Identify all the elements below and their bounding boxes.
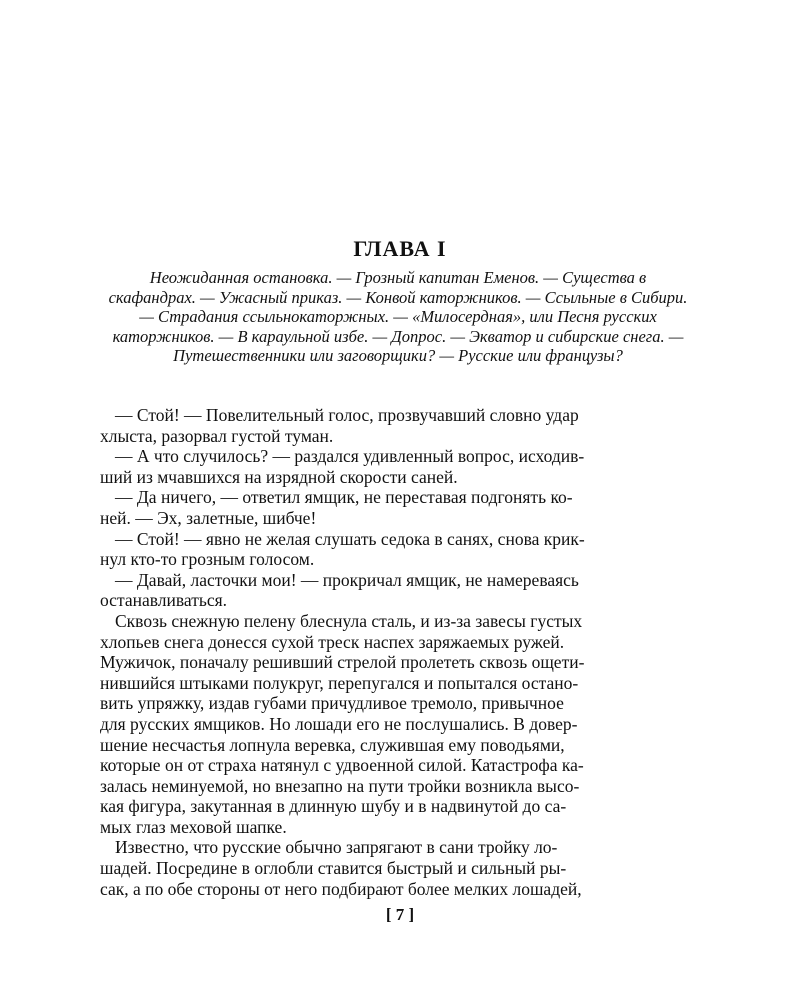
text-line: Мужичок, поначалу решивший стрелой пролететь сквозь ощети- bbox=[100, 652, 585, 673]
text-line: шение несчастья лопнула веревка, служившая ему поводьями, bbox=[100, 734, 565, 755]
text-line: — Да ничего, — ответил ямщик, не переставая подгонять ко- bbox=[115, 487, 573, 508]
text-line: ший из мчавшихся на изрядной скорости саней. bbox=[100, 466, 458, 487]
body-text bbox=[100, 405, 685, 899]
text-line: мых глаз меховой шапке. bbox=[100, 816, 287, 837]
text-line: — Давай, ласточки мои! — прокричал ямщик, не намереваясь bbox=[115, 569, 579, 590]
text-line: шадей. Посредине в оглобли ставится быстрый и сильный ры- bbox=[100, 858, 567, 879]
chapter-title: ГЛАВА I bbox=[353, 236, 447, 261]
text-line: нившийся штыками полукруг, перепугался и попытался остано- bbox=[100, 672, 579, 693]
text-line: Сквозь снежную пелену блеснула сталь, и из-за завесы густых bbox=[115, 610, 583, 631]
text-line: залась неминуемой, но внезапно на пути тройки возникла высо- bbox=[100, 775, 580, 796]
text-line: для русских ямщиков. Но лошади его не послушались. В довер- bbox=[100, 713, 578, 734]
text-line: нул кто-то грозным голосом. bbox=[100, 549, 315, 570]
text-line: хлопьев снега донесся сухой треск наспех заряжаемых ружей. bbox=[100, 631, 565, 652]
text-line: Известно, что русские обычно запрягают в сани тройку ло- bbox=[115, 837, 558, 858]
text-line: которые он от страха натянул с удвоенной силой. Катастрофа ка- bbox=[100, 755, 584, 776]
text-line: останавливаться. bbox=[100, 590, 228, 611]
text-line: — Стой! — явно не желая слушать седока в санях, снова крик- bbox=[115, 528, 585, 549]
chapter-summary: Неожиданная остановка. — Грозный капитан Еменов. — Существа в скафандрах. — Ужасный приказ. — Конвой каторжников. — Ссыльные в Сибири. — Страдания ссыльнокаторжных. — «Милосердная», или Песня русских каторжников. — В караульной избе. — Допрос. — Экватор и сибирские снега. — Путешественники или заговорщики? — Русские или французы? bbox=[108, 268, 688, 365]
text-line: — Стой! — Повелительный голос, прозвучавший словно удар bbox=[115, 405, 579, 425]
text-line: кая фигура, закутанная в длинную шубу и в надвинутой до са- bbox=[100, 796, 567, 817]
text-line: хлыста, разорвал густой туман. bbox=[100, 425, 334, 446]
page-number: [ 7 ] bbox=[385, 905, 415, 924]
text-line: — А что случилось? — раздался удивленный вопрос, исходив- bbox=[115, 446, 585, 467]
text-line: ней. — Эх, залетные, шибче! bbox=[100, 507, 317, 528]
text-line: сак, а по обе стороны от него подбирают более мелких лошадей, bbox=[100, 878, 582, 899]
text-line: вить упряжку, издав губами причудливое тремоло, привычное bbox=[100, 693, 564, 714]
